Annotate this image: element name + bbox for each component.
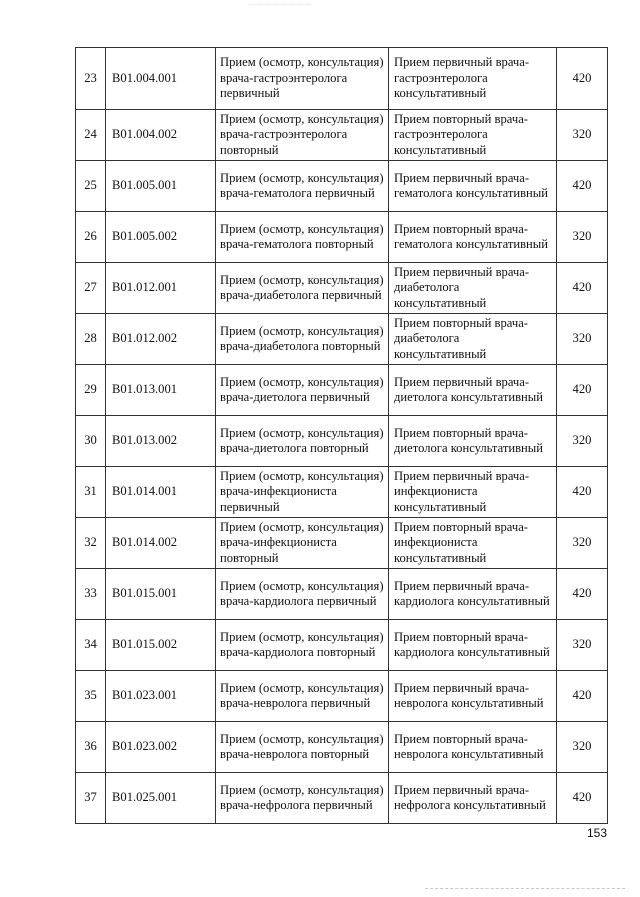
service-price: 420 bbox=[557, 263, 608, 314]
row-number: 31 bbox=[76, 467, 106, 518]
service-name: Прием (осмотр, консультация) врача-гематолога повторный bbox=[216, 212, 389, 263]
service-type: Прием первичный врача-невролога консультативный bbox=[389, 671, 557, 722]
service-type: Прием первичный врача-нефролога консультативный bbox=[389, 773, 557, 824]
service-price: 420 bbox=[557, 671, 608, 722]
table-row bbox=[76, 110, 608, 161]
row-number: 33 bbox=[76, 569, 106, 620]
service-type: Прием первичный врача-инфекциониста консультативный bbox=[389, 467, 557, 518]
row-number: 29 bbox=[76, 365, 106, 416]
table-row bbox=[76, 161, 608, 212]
service-name: Прием (осмотр, консультация) врача-инфекциониста первичный bbox=[216, 467, 389, 518]
service-type: Прием повторный врача-кардиолога консультативный bbox=[389, 620, 557, 671]
service-name: Прием (осмотр, консультация) врача-диетолога первичный bbox=[216, 365, 389, 416]
service-type: Прием первичный врача-кардиолога консультативный bbox=[389, 569, 557, 620]
table-row bbox=[76, 722, 608, 773]
service-name: Прием (осмотр, консультация) врача-гематолога первичный bbox=[216, 161, 389, 212]
row-number: 34 bbox=[76, 620, 106, 671]
table-row bbox=[76, 518, 608, 569]
service-name: Прием (осмотр, консультация) врача-инфекциониста повторный bbox=[216, 518, 389, 569]
row-number: 35 bbox=[76, 671, 106, 722]
page-number: 153 bbox=[587, 826, 608, 840]
service-code: B01.012.001 bbox=[106, 263, 216, 314]
row-number: 37 bbox=[76, 773, 106, 824]
service-code: B01.015.002 bbox=[106, 620, 216, 671]
row-number: 27 bbox=[76, 263, 106, 314]
service-code: B01.012.002 bbox=[106, 314, 216, 365]
table-row bbox=[76, 620, 608, 671]
service-type: Прием первичный врача-гематолога консультативный bbox=[389, 161, 557, 212]
row-number: 28 bbox=[76, 314, 106, 365]
table-row bbox=[76, 569, 608, 620]
service-price: 320 bbox=[557, 722, 608, 773]
service-name: Прием (осмотр, консультация) врача-невролога первичный bbox=[216, 671, 389, 722]
service-type: Прием первичный врача-диетолога консультативный bbox=[389, 365, 557, 416]
service-name: Прием (осмотр, консультация) врача-диетолога повторный bbox=[216, 416, 389, 467]
service-type: Прием повторный врача-гематолога консультативный bbox=[389, 212, 557, 263]
table-row bbox=[76, 671, 608, 722]
service-code: B01.023.002 bbox=[106, 722, 216, 773]
service-name: Прием (осмотр, консультация) врача-невролога повторный bbox=[216, 722, 389, 773]
service-price: 320 bbox=[557, 620, 608, 671]
table-row bbox=[76, 773, 608, 824]
service-code: B01.025.001 bbox=[106, 773, 216, 824]
service-code: B01.004.001 bbox=[106, 48, 216, 110]
scan-footer-artifact bbox=[425, 888, 625, 889]
table-row bbox=[76, 365, 608, 416]
service-type: Прием повторный врача-гастроэнтеролога консультативный bbox=[389, 110, 557, 161]
service-code: B01.004.002 bbox=[106, 110, 216, 161]
service-price: 420 bbox=[557, 161, 608, 212]
service-price: 320 bbox=[557, 314, 608, 365]
row-number: 30 bbox=[76, 416, 106, 467]
service-name: Прием (осмотр, консультация) врача-кардиолога первичный bbox=[216, 569, 389, 620]
table-row bbox=[76, 314, 608, 365]
service-name: Прием (осмотр, консультация) врача-гастроэнтеролога повторный bbox=[216, 110, 389, 161]
table-body bbox=[76, 48, 608, 824]
service-name: Прием (осмотр, консультация) врача-диабетолога первичный bbox=[216, 263, 389, 314]
row-number: 24 bbox=[76, 110, 106, 161]
service-price: 420 bbox=[557, 773, 608, 824]
service-name: Прием (осмотр, консультация) врача-гастроэнтеролога первичный bbox=[216, 48, 389, 110]
row-number: 36 bbox=[76, 722, 106, 773]
table-row bbox=[76, 212, 608, 263]
service-code: B01.014.002 bbox=[106, 518, 216, 569]
service-price: 420 bbox=[557, 48, 608, 110]
service-type: Прием первичный врача-диабетолога консультативный bbox=[389, 263, 557, 314]
service-code: B01.014.001 bbox=[106, 467, 216, 518]
service-type: Прием повторный врача-диабетолога консультативный bbox=[389, 314, 557, 365]
service-price: 320 bbox=[557, 212, 608, 263]
service-code: B01.023.001 bbox=[106, 671, 216, 722]
service-code: B01.005.002 bbox=[106, 212, 216, 263]
service-price: 320 bbox=[557, 110, 608, 161]
service-type: Прием повторный врача-инфекциониста консультативный bbox=[389, 518, 557, 569]
service-code: B01.015.001 bbox=[106, 569, 216, 620]
service-code: B01.013.001 bbox=[106, 365, 216, 416]
row-number: 32 bbox=[76, 518, 106, 569]
table-row bbox=[76, 263, 608, 314]
service-type: Прием повторный врача-невролога консультативный bbox=[389, 722, 557, 773]
services-price-table bbox=[75, 47, 608, 824]
scan-artifact bbox=[250, 4, 310, 5]
service-code: B01.013.002 bbox=[106, 416, 216, 467]
service-price: 420 bbox=[557, 569, 608, 620]
service-type: Прием первичный врача-гастроэнтеролога консультативный bbox=[389, 48, 557, 110]
service-name: Прием (осмотр, консультация) врача-кардиолога повторный bbox=[216, 620, 389, 671]
service-price: 420 bbox=[557, 467, 608, 518]
service-name: Прием (осмотр, консультация) врача-нефролога первичный bbox=[216, 773, 389, 824]
service-price: 320 bbox=[557, 416, 608, 467]
row-number: 25 bbox=[76, 161, 106, 212]
table-row bbox=[76, 416, 608, 467]
table-row bbox=[76, 48, 608, 110]
service-code: B01.005.001 bbox=[106, 161, 216, 212]
row-number: 26 bbox=[76, 212, 106, 263]
row-number: 23 bbox=[76, 48, 106, 110]
service-type: Прием повторный врача-диетолога консультативный bbox=[389, 416, 557, 467]
table-row bbox=[76, 467, 608, 518]
service-name: Прием (осмотр, консультация) врача-диабетолога повторный bbox=[216, 314, 389, 365]
service-price: 420 bbox=[557, 365, 608, 416]
service-price: 320 bbox=[557, 518, 608, 569]
